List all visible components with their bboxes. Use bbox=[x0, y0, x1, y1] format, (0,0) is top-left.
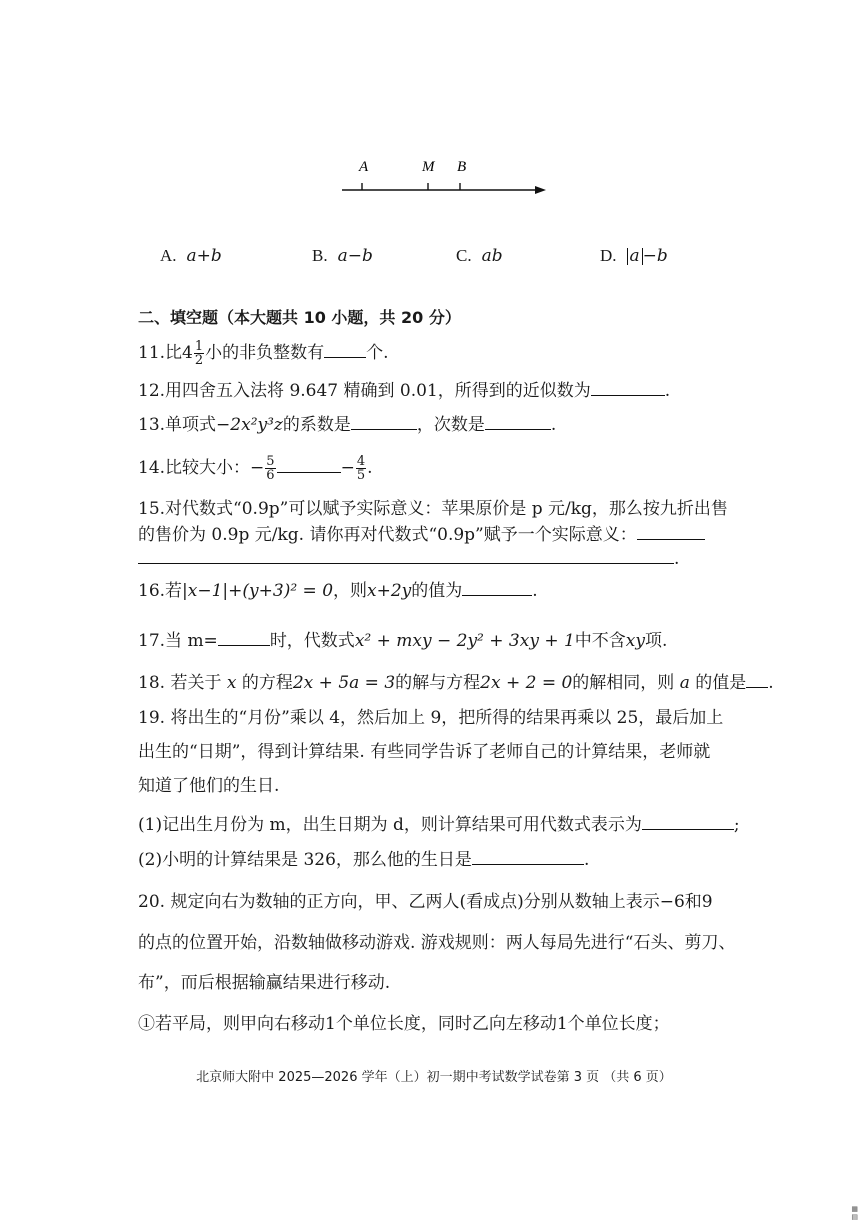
question-19-line-1: 19. 将出生的“月份”乘以 4，然后加上 9，把所得的结果再乘以 25，最后加上 bbox=[138, 708, 724, 728]
question-19-line-2: 出生的“日期”，得到计算结果. 有些同学告诉了老师自己的计算结果，老师就 bbox=[138, 742, 711, 762]
question-20-line-1: 20. 规定向右为数轴的正方向，甲、乙两人(看成点)分别从数轴上表示−6和9 bbox=[138, 892, 713, 912]
answer-blank-11[interactable] bbox=[324, 342, 366, 358]
question-20-line-2: 的点的位置开始，沿数轴做移动游戏. 游戏规则：两人每局先进行“石头、剪刀、 bbox=[138, 933, 736, 953]
question-17: 17.当 m= 时，代数式x² + mxy − 2y² + 3xy + 1中不含xy项. bbox=[138, 631, 668, 651]
question-19-line-3: 知道了他们的生日. bbox=[138, 776, 280, 796]
question-15-line-3: . bbox=[138, 548, 679, 570]
fraction-half: $\frac{1}{2}$ bbox=[194, 339, 204, 368]
answer-blank-16[interactable] bbox=[462, 580, 532, 596]
answer-blank-12[interactable] bbox=[591, 380, 665, 396]
answer-blank-17[interactable] bbox=[218, 630, 270, 646]
number-line-arrow bbox=[535, 186, 546, 194]
question-20-line-3: 布”，而后根据输赢结果进行移动. bbox=[138, 973, 391, 993]
answer-blank-15b[interactable] bbox=[138, 548, 674, 564]
label-a: A bbox=[359, 159, 369, 175]
question-14: 14.比较大小：− $\frac{5}{6}$ − $\frac{4}{5}$ . bbox=[138, 454, 373, 483]
fraction-five-sixths: $\frac{5}{6}$ bbox=[266, 454, 275, 483]
answer-blank-19a[interactable] bbox=[642, 814, 734, 830]
question-18: 18. 若关于 x 的方程2x + 5a = 3的解与方程2x + 2 = 0的解相同，则 a 的值是 . bbox=[138, 673, 774, 693]
question-13: 13.单项式−2x²y³z的系数是 ，次数是 . bbox=[138, 415, 557, 435]
option-c[interactable]: C. ab bbox=[456, 246, 503, 266]
answer-blank-19b[interactable] bbox=[472, 849, 584, 865]
question-20-rule-1: ①若平局，则甲向右移动1个单位长度，同时乙向左移动1个单位长度； bbox=[138, 1014, 670, 1034]
label-b: B bbox=[457, 159, 467, 175]
answer-blank-14[interactable] bbox=[277, 457, 341, 473]
answer-blank-13b[interactable] bbox=[485, 414, 551, 430]
option-a[interactable]: A. a+b bbox=[160, 246, 222, 266]
scanner-watermark: ▦ ▤ bbox=[851, 1205, 858, 1221]
fraction-four-fifths: $\frac{4}{5}$ bbox=[356, 454, 366, 483]
label-m: M bbox=[422, 159, 435, 175]
number-line-figure bbox=[330, 150, 560, 210]
question-19-part-1: (1)记出生月份为 m，出生日期为 d，则计算结果可用代数式表示为 ; bbox=[138, 815, 740, 835]
answer-blank-15a[interactable] bbox=[637, 524, 705, 540]
section-heading: 二、填空题（本大题共 10 小题，共 20 分） bbox=[138, 308, 461, 327]
question-12: 12.用四舍五入法将 9.647 精确到 0.01，所得到的近似数为 . bbox=[138, 381, 671, 401]
option-b[interactable]: B. a−b bbox=[312, 246, 373, 266]
question-19-part-2: (2)小明的计算结果是 326，那么他的生日是 . bbox=[138, 850, 590, 870]
question-11: 11.比4 $\frac{1}{2}$ 小的非负整数有 个. bbox=[138, 339, 389, 368]
question-15-line-1: 15.对代数式“0.9p”可以赋予实际意义：苹果原价是 p 元/kg，那么按九折出售 bbox=[138, 499, 728, 519]
question-16: 16.若|x−1|+(y+3)² = 0，则x+2y的值为 . bbox=[138, 581, 538, 601]
answer-blank-13a[interactable] bbox=[351, 414, 417, 430]
answer-blank-18[interactable] bbox=[746, 672, 768, 688]
page-footer: 北京师大附中 2025—2026 学年（上）初一期中考试数学试卷第 3 页 （共 6 页） bbox=[196, 1070, 672, 1085]
question-15-line-2: 的售价为 0.9p 元/kg. 请你再对代数式“0.9p”赋予一个实际意义： bbox=[138, 524, 705, 546]
option-d[interactable]: D. a −b bbox=[600, 246, 668, 266]
